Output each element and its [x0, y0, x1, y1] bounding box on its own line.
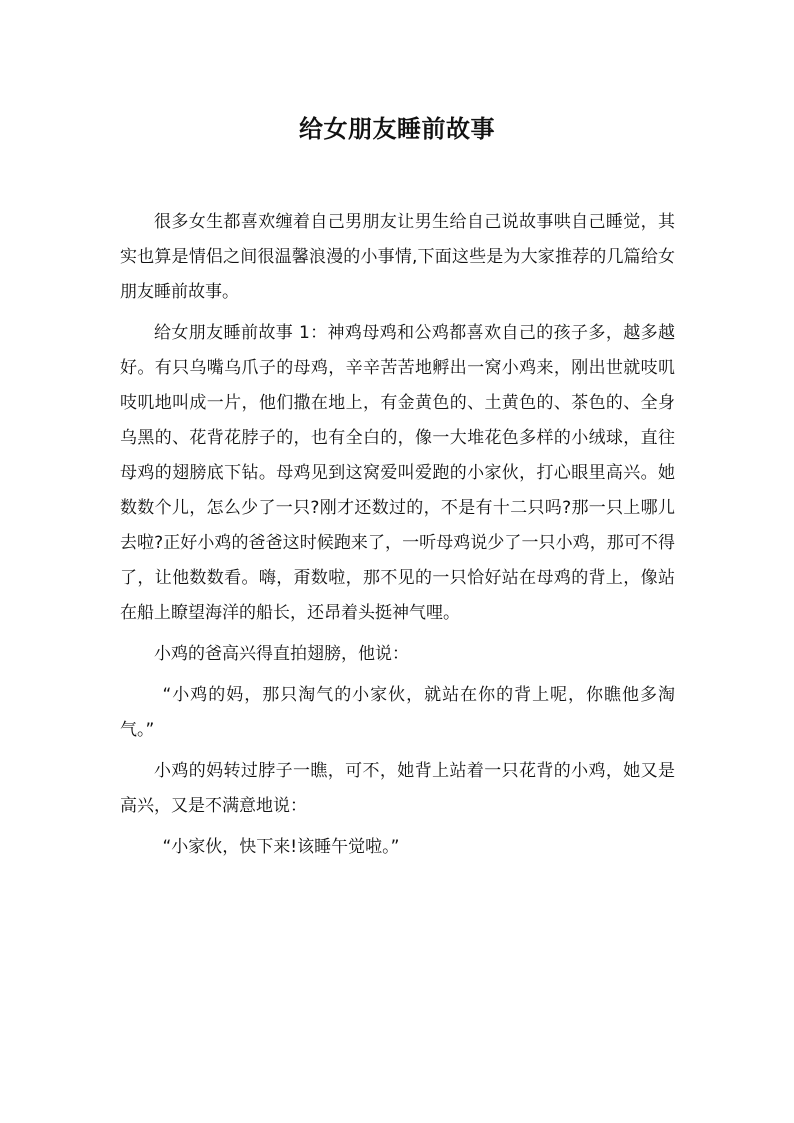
rooster-quote-paragraph: “小鸡的妈，那只淘气的小家伙，就站在你的背上呢，你瞧他多淘气。”: [120, 685, 675, 740]
document-body: [120, 205, 675, 871]
page-title: 给女朋友睡前故事: [299, 115, 495, 143]
dialogue-intro-paragraph: 小鸡的爸高兴得直拍翅膀，他说：: [154, 644, 409, 664]
intro-paragraph: 很多女生都喜欢缠着自己男朋友让男生给自己说故事哄自己睡觉，其实也算是情侣之间很温馨浪漫的小事情,下面这些是为大家推荐的几篇给女朋友睡前故事。: [120, 212, 675, 302]
hen-quote-paragraph: “小家伙，快下来!该睡午觉啦。”: [162, 837, 400, 857]
hen-reaction-paragraph: 小鸡的妈转过脖子一瞧，可不，她背上站着一只花背的小鸡，她又是高兴，又是不满意地说：: [120, 761, 675, 816]
story-paragraph: 给女朋友睡前故事 1：神鸡母鸡和公鸡都喜欢自己的孩子多，越多越好。有只乌嘴乌爪子的母鸡，辛辛苦苦地孵出一窝小鸡来，刚出世就吱叽吱叽地叫成一片，他们撒在地上，有金黄色的、土黄色的、茶色的、全身乌黑的、花背花脖子的，也有全白的，像一大堆花色多样的小绒球，直往母鸡的翅膀底下钻。母鸡见到这窝爱叫爱跑的小家伙，打心眼里高兴。她数数个儿，怎么少了一只?刚才还数过的，不是有十二只吗?那一只上哪儿去啦?正好小鸡的爸爸这时候跑来了，一听母鸡说少了一只小鸡，那可不得了，让他数数看。嗨，甭数啦，那不见的一只恰好站在母鸡的背上，像站在船上瞭望海洋的船长，还昂着头挺神气哩。: [120, 323, 675, 623]
